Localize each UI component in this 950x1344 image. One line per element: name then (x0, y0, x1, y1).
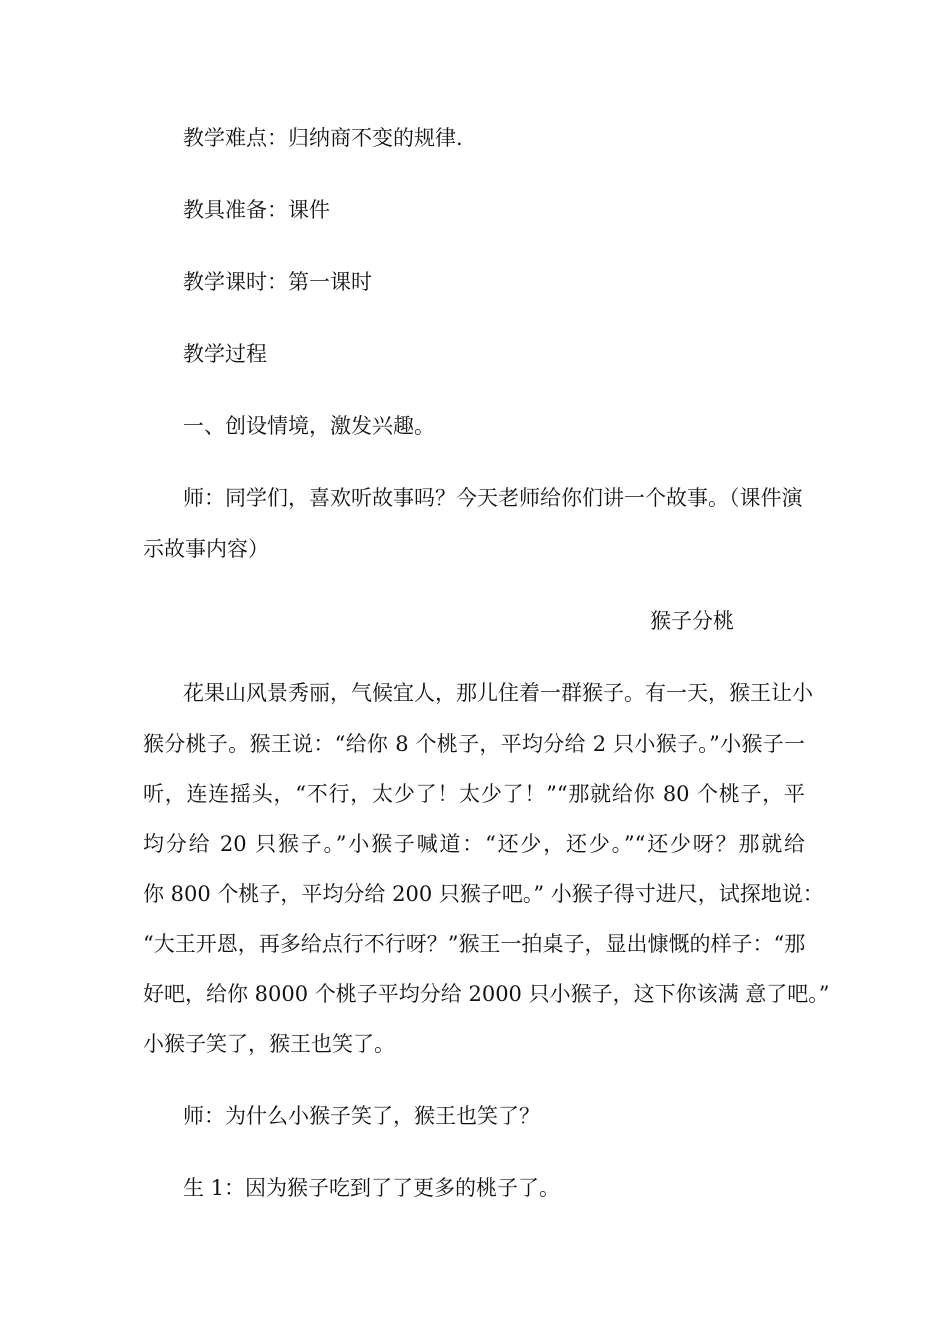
teacher-question-line: 师：为什么小猴子笑了，猴王也笑了？ (183, 1104, 540, 1128)
teacher-intro-line-2: 示故事内容） (143, 537, 269, 561)
teacher-intro-line-1: 师：同学们，喜欢听故事吗？今天老师给你们讲一个故事。（课件演 (183, 486, 803, 510)
student-answer-line: 生 1：因为猴子吃到了了更多的桃子了。 (183, 1176, 561, 1200)
story-paragraph-line-8: 小猴子笑了，猴王也笑了。 (143, 1032, 395, 1056)
story-paragraph-line-7: 好吧，给你 8000 个桃子平均分给 2000 只小猴子，这下你该满 意了吧。” (143, 982, 830, 1006)
story-title: 猴子分桃 (650, 609, 734, 633)
class-period-line: 教学课时：第一课时 (183, 270, 372, 294)
story-paragraph-line-6: “大王开恩，再多给点行不行呀？”猴王一拍桌子，显出慷慨的样子：“那 (143, 932, 806, 956)
teaching-aids-line: 教具准备：课件 (183, 198, 330, 222)
story-paragraph-line-3: 听，连连摇头，“不行，太少了！太少了！”“那就给你 80 个桃子，平 (143, 782, 805, 806)
section-one-heading: 一、创设情境，激发兴趣。 (183, 414, 435, 438)
teaching-process-heading: 教学过程 (183, 342, 267, 366)
story-paragraph-line-4: 均分给 20 只猴子。”小猴子喊道：“还少，还少。”“还少呀？那就给 (143, 832, 805, 856)
story-paragraph-line-1: 花果山风景秀丽，气候宜人，那儿住着一群猴子。有一天，猴王让小 (183, 681, 813, 705)
teaching-difficulty-line: 教学难点：归纳商不变的规律. (183, 126, 463, 150)
story-paragraph-line-5: 你 800 个桃子，平均分给 200 只猴子吧。” 小猴子得寸进尺，试探地说： (143, 882, 824, 906)
story-paragraph-line-2: 猴分桃子。猴王说：“给你 8 个桃子，平均分给 2 只小猴子。”小猴子一 (143, 732, 805, 756)
